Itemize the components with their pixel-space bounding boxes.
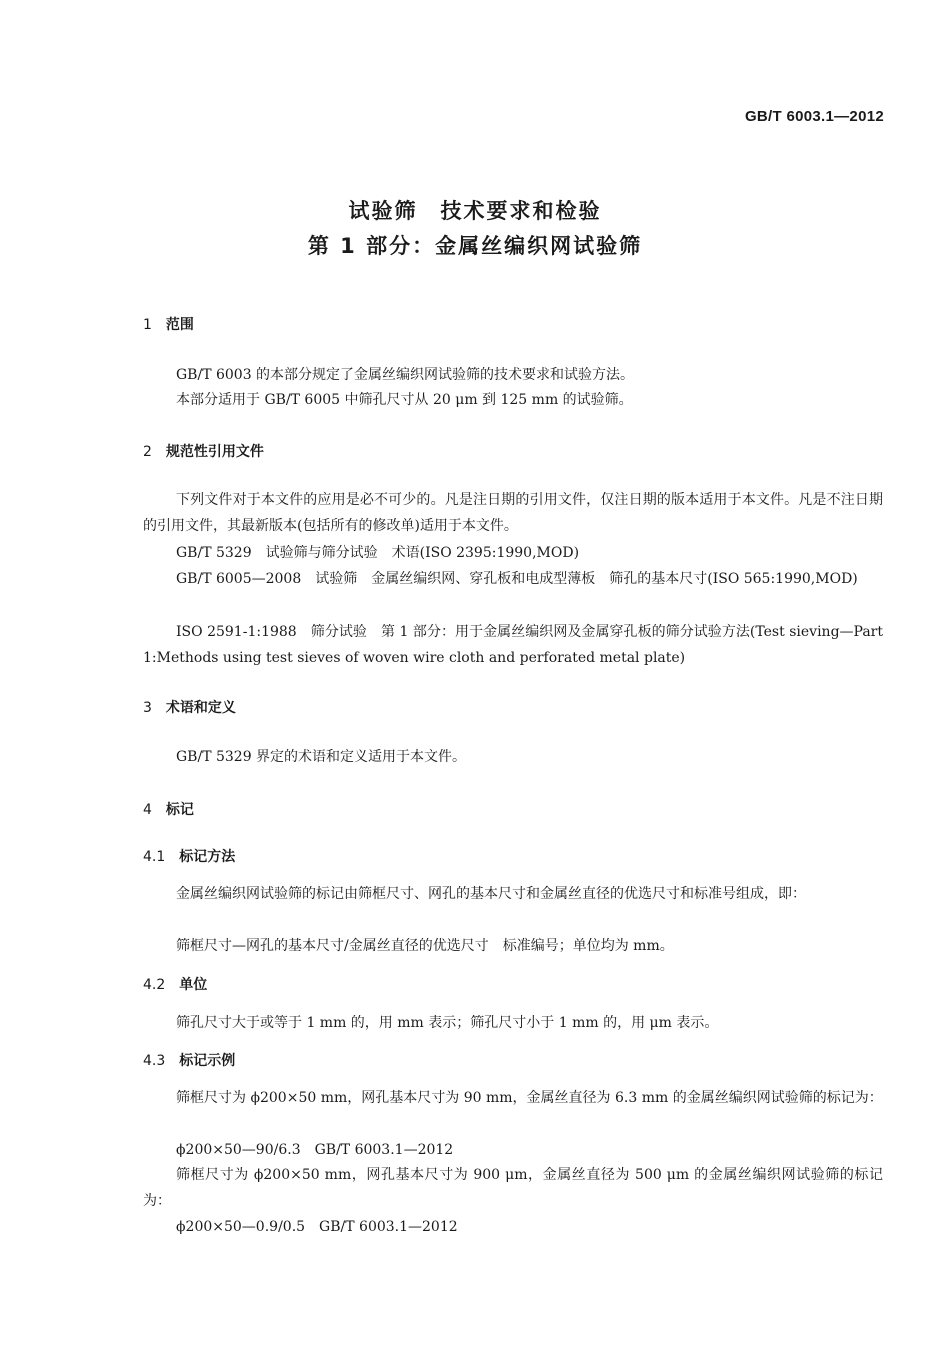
section-title: 范围 — [165, 317, 194, 333]
section-number: 1 — [143, 317, 152, 333]
marking-example: ϕ200×50—90/6.3 GB/T 6003.1—2012 — [176, 1142, 454, 1158]
section-title: 规范性引用文件 — [165, 444, 264, 460]
paragraph: 下列文件对于本文件的应用是必不可少的。凡是注日期的引用文件，仅注日期的版本适用于本文件。凡是不注日期的引用文件，其最新版本(包括所有的修改单)适用于本文件。 — [143, 492, 883, 534]
section-number: 2 — [143, 444, 152, 460]
section-title: 单位 — [179, 977, 208, 993]
reference-item: GB/T 5329 试验筛与筛分试验 术语(ISO 2395:1990,MOD) — [176, 545, 580, 561]
subsection-4-2-heading — [143, 974, 207, 994]
section-number: 4.2 — [143, 977, 166, 993]
section-title: 标记方法 — [179, 849, 236, 865]
paragraph: GB/T 5329 界定的术语和定义适用于本文件。 — [176, 749, 467, 765]
section-number: 4.1 — [143, 849, 166, 865]
section-title: 标记示例 — [179, 1053, 236, 1069]
section-title: 术语和定义 — [165, 700, 236, 716]
section-4-heading — [143, 799, 194, 819]
section-3-heading — [143, 697, 236, 717]
section-title: 标记 — [165, 802, 194, 818]
title-line-2: 第 1 部分：金属丝编织网试验筛 — [307, 234, 643, 258]
section-number: 3 — [143, 700, 152, 716]
marking-example: ϕ200×50—0.9/0.5 GB/T 6003.1—2012 — [176, 1219, 458, 1235]
reference-item: GB/T 6005—2008 试验筛 金属丝编织网、穿孔板和电成型薄板 筛孔的基本尺寸(ISO 565:1990,MOD) — [176, 571, 858, 587]
reference-item: ISO 2591-1:1988 筛分试验 第 1 部分：用于金属丝编织网及金属穿孔板的筛分试验方法(Test sieving—Part 1:Methods using test sieves of woven wire cloth and perforated metal plate) — [143, 624, 883, 666]
paragraph: GB/T 6003 的本部分规定了金属丝编织网试验筛的技术要求和试验方法。 — [176, 367, 635, 383]
paragraph: 筛孔尺寸大于或等于 1 mm 的，用 mm 表示；筛孔尺寸小于 1 mm 的，用 μm 表示。 — [176, 1015, 719, 1031]
paragraph: 筛框尺寸为 ϕ200×50 mm，网孔基本尺寸为 900 μm，金属丝直径为 500 μm 的金属丝编织网试验筛的标记为： — [143, 1167, 883, 1209]
paragraph: 本部分适用于 GB/T 6005 中筛孔尺寸从 20 μm 到 125 mm 的试验筛。 — [176, 392, 633, 408]
title-line-1: 试验筛 技术要求和检验 — [348, 199, 602, 223]
section-number: 4 — [143, 802, 152, 818]
subsection-4-1-heading — [143, 846, 235, 866]
section-number: 4.3 — [143, 1053, 166, 1069]
paragraph: 筛框尺寸为 ϕ200×50 mm，网孔基本尺寸为 90 mm，金属丝直径为 6.3 mm 的金属丝编织网试验筛的标记为： — [176, 1090, 883, 1106]
subsection-4-3-heading — [143, 1050, 235, 1070]
paragraph: 金属丝编织网试验筛的标记由筛框尺寸、网孔的基本尺寸和金属丝直径的优选尺寸和标准号组成，即： — [176, 886, 806, 902]
section-1-heading — [143, 314, 194, 334]
standard-code: GB/T 6003.1—2012 — [744, 108, 884, 125]
paragraph: 筛框尺寸—网孔的基本尺寸/金属丝直径的优选尺寸 标准编号；单位均为 mm。 — [176, 938, 674, 954]
section-2-heading — [143, 441, 264, 461]
